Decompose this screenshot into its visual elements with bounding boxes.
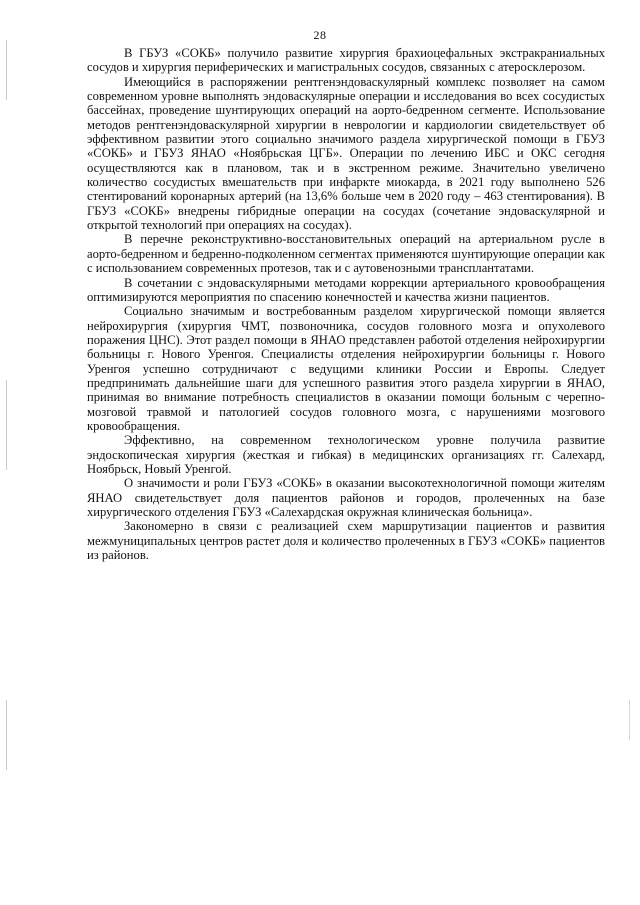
paragraph: Закономерно в связи с реализацией схем маршрутизации пациентов и развития межмуниципальных центров растет доля и количество пролеченных в ГБУЗ «СОКБ» пациентов из районов. (87, 519, 605, 563)
paragraph: Социально значимым и востребованным разделом хирургической помощи является нейрохирургия (хирургия ЧМТ, позвоночника, сосудов головного мозга и опухолевого поражения ЦНС). Этот раздел помощи в ЯНАО представлен работой отделения нейрохирургии больницы г. Нового Уренгоя. Специалисты отделения нейрохирургии больницы г. Нового Уренгоя успешно сотрудничают с ведущими клиники России и Европы. Следует предпринимать дальнейшие шаги для успешного развития этого раздела хирургии в ЯНАО, принимая во внимание потребность специалистов в оказании помощи больным с черепно-мозговой травмой и патологией сосудов головного мозга, с нарушениями мозгового кровообращения. (87, 304, 605, 433)
paragraph: Имеющийся в распоряжении рентгенэндоваскулярный комплекс позволяет на самом современном уровне выполнять эндоваскулярные операции и исследования во всех сосудистых бассейнах, проведение шунтирующих операций на аорто-бедренном сегменте. Использование методов рентгенэндоваскулярной хирургии в неврологии и кардиологии свидетельствует об эффективном развитии этого социально значимого раздела хирургической помощи в ГБУЗ «СОКБ» и ГБУЗ ЯНАО «Ноябрьская ЦГБ». Операции по лечению ИБС и ОКС сегодня осуществляются как в плановом, так и в экстренном режиме. Значительно увеличено количество сосудистых вмешательств при инфаркте миокарда, в 2021 году выполнено 526 стентирований коронарных артерий (на 13,6% больше чем в 2020 году – 463 стентирования). В ГБУЗ «СОКБ» внедрены гибридные операции на сосудах (сочетание эндоваскулярной и открытой технологий при операциях на сосудах). (87, 74, 605, 233)
paragraph: Эффективно, на современном технологическом уровне получила развитие эндоскопическая хирургия (жесткая и гибкая) в медицинских организациях гг. Салехард, Ноябрьск, Новый Уренгой. (87, 433, 605, 476)
paragraph: В ГБУЗ «СОКБ» получило развитие хирургия брахиоцефальных экстракраниальных сосудов и хирургия периферических и магистральных сосудов, связанных с атеросклерозом. (87, 46, 605, 75)
paragraph: В перечне реконструктивно-восстановительных операций на артериальном русле в аорто-бедренном и бедренно-подколенном сегментах применяются шунтирующие операции как с использованием современных протезов, так и с аутовенозными трансплантатами. (87, 232, 605, 276)
document-body (87, 46, 605, 562)
paragraph: О значимости и роли ГБУЗ «СОКБ» в оказании высокотехнологичной помощи жителям ЯНАО свидетельствует доля пациентов районов и городов, пролеченных на базе хирургического отделения ГБУЗ «Салехардская окружная клиническая больница». (87, 476, 605, 519)
scan-artifact-left (6, 40, 7, 100)
paragraph: В сочетании с эндоваскулярными методами коррекции артериального кровообращения оптимизируются мероприятия по спасению конечностей и качества жизни пациентов. (87, 275, 605, 304)
page-number: 28 (313, 28, 327, 42)
scan-artifact-right (629, 700, 630, 740)
scan-artifact-left (6, 380, 7, 470)
scan-artifact-left (6, 700, 7, 770)
